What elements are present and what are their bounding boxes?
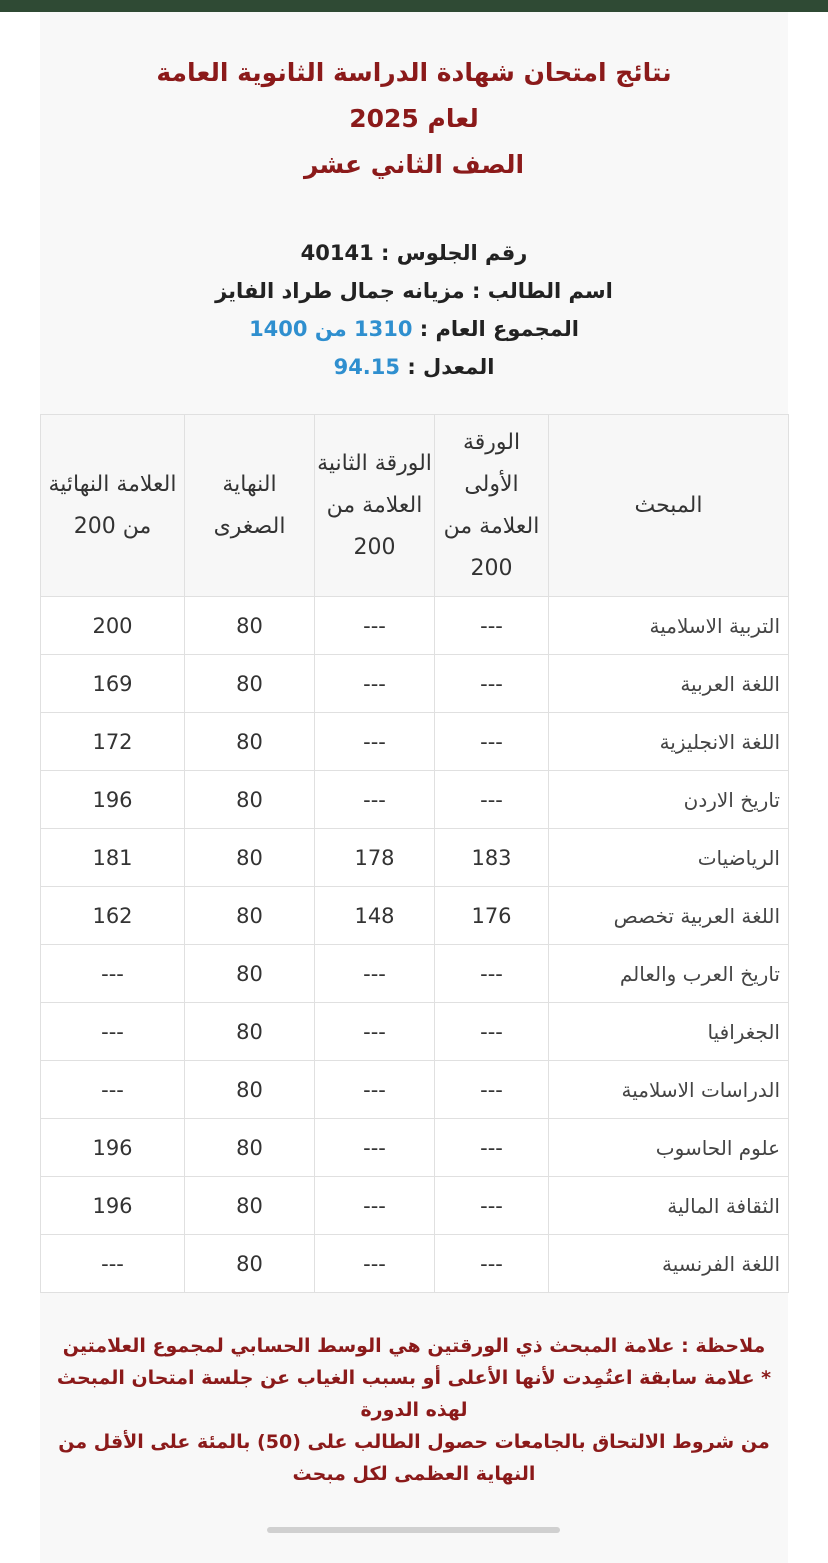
table-row <box>41 771 789 829</box>
header-paper2: الورقة الثانية العلامة من 200 <box>315 415 435 597</box>
table-row <box>41 887 789 945</box>
note-previous-mark: * علامة سابقة اعتُمِدت لأنها الأعلى أو بسبب الغياب عن جلسة امتحان المبحث لهذه الدورة <box>56 1367 772 1421</box>
final-cell: 181 <box>41 829 185 887</box>
final-cell: --- <box>41 1003 185 1061</box>
header-min-mark: النهاية الصغرى <box>185 415 315 597</box>
total-value: 1310 من 1400 <box>249 317 413 341</box>
top-bar <box>0 0 828 12</box>
final-cell: --- <box>41 945 185 1003</box>
header-final-mark: العلامة النهائية من 200 <box>41 415 185 597</box>
subject-cell: اللغة الانجليزية <box>549 713 789 771</box>
final-cell: 169 <box>41 655 185 713</box>
min-cell: 80 <box>185 771 315 829</box>
paper1-cell: --- <box>435 597 549 655</box>
paper1-cell: --- <box>435 771 549 829</box>
paper2-cell: --- <box>315 1177 435 1235</box>
table-row <box>41 1119 789 1177</box>
paper1-cell: 176 <box>435 887 549 945</box>
subject-cell: اللغة الفرنسية <box>549 1235 789 1293</box>
min-cell: 80 <box>185 1235 315 1293</box>
subject-cell: اللغة العربية <box>549 655 789 713</box>
paper2-cell: --- <box>315 1003 435 1061</box>
min-cell: 80 <box>185 829 315 887</box>
average-row <box>40 348 788 386</box>
seat-number: 40141 <box>300 241 374 265</box>
paper1-cell: --- <box>435 945 549 1003</box>
table-row <box>41 945 789 1003</box>
final-cell: --- <box>41 1235 185 1293</box>
min-cell: 80 <box>185 655 315 713</box>
header-paper1: الورقة الأولى العلامة من 200 <box>435 415 549 597</box>
student-name: مزيانه جمال طراد الفايز <box>215 279 465 303</box>
final-cell: 200 <box>41 597 185 655</box>
table-row <box>41 1003 789 1061</box>
title-line-3: الصف الثاني عشر <box>303 150 525 179</box>
paper1-cell: 183 <box>435 829 549 887</box>
student-name-row <box>40 272 788 310</box>
page-title <box>40 12 788 188</box>
final-cell: 196 <box>41 771 185 829</box>
paper2-cell: 178 <box>315 829 435 887</box>
table-row <box>41 1061 789 1119</box>
final-cell: 196 <box>41 1177 185 1235</box>
subject-cell: علوم الحاسوب <box>549 1119 789 1177</box>
title-line-2: لعام 2025 <box>349 104 479 133</box>
min-cell: 80 <box>185 1003 315 1061</box>
name-label: اسم الطالب : <box>464 279 613 303</box>
paper2-cell: --- <box>315 597 435 655</box>
paper2-cell: --- <box>315 771 435 829</box>
paper1-cell: --- <box>435 1003 549 1061</box>
paper2-cell: --- <box>315 1235 435 1293</box>
table-row <box>41 713 789 771</box>
min-cell: 80 <box>185 597 315 655</box>
subject-cell: الدراسات الاسلامية <box>549 1061 789 1119</box>
min-cell: 80 <box>185 1119 315 1177</box>
notes-section <box>40 1330 788 1490</box>
subject-cell: الجغرافيا <box>549 1003 789 1061</box>
paper1-cell: --- <box>435 1177 549 1235</box>
paper2-cell: --- <box>315 655 435 713</box>
header-subject: المبحث <box>549 415 789 597</box>
paper1-cell: --- <box>435 1119 549 1177</box>
table-header-row <box>41 415 789 597</box>
paper1-cell: --- <box>435 713 549 771</box>
final-cell: --- <box>41 1061 185 1119</box>
results-sheet <box>40 12 788 1563</box>
paper2-cell: --- <box>315 1061 435 1119</box>
subject-cell: الرياضيات <box>549 829 789 887</box>
table-row <box>41 655 789 713</box>
paper1-cell: --- <box>435 655 549 713</box>
subject-cell: تاريخ الاردن <box>549 771 789 829</box>
total-label: المجموع العام : <box>412 317 579 341</box>
final-cell: 162 <box>41 887 185 945</box>
home-indicator[interactable] <box>267 1527 560 1533</box>
subject-cell: التربية الاسلامية <box>549 597 789 655</box>
min-cell: 80 <box>185 945 315 1003</box>
seat-label: رقم الجلوس : <box>373 241 528 265</box>
min-cell: 80 <box>185 713 315 771</box>
table-row <box>41 1235 789 1293</box>
table-row <box>41 829 789 887</box>
final-cell: 172 <box>41 713 185 771</box>
subject-cell: تاريخ العرب والعالم <box>549 945 789 1003</box>
paper2-cell: --- <box>315 713 435 771</box>
grades-table <box>40 414 789 1293</box>
final-cell: 196 <box>41 1119 185 1177</box>
paper2-cell: --- <box>315 1119 435 1177</box>
min-cell: 80 <box>185 1177 315 1235</box>
paper1-cell: --- <box>435 1235 549 1293</box>
note-two-papers: ملاحظة : علامة المبحث ذي الورقتين هي الوسط الحسابي لمجموع العلامتين <box>62 1335 766 1357</box>
table-row <box>41 597 789 655</box>
title-line-1: نتائج امتحان شهادة الدراسة الثانوية العامة <box>156 58 672 87</box>
table-row <box>41 1177 789 1235</box>
total-row <box>40 310 788 348</box>
average-label: المعدل : <box>400 355 495 379</box>
paper1-cell: --- <box>435 1061 549 1119</box>
note-university-admission: من شروط الالتحاق بالجامعات حصول الطالب على (50) بالمئة على الأقل من النهاية العظمى لكل مبحث <box>58 1431 770 1485</box>
average-value: 94.15 <box>333 355 401 379</box>
paper2-cell: 148 <box>315 887 435 945</box>
student-info <box>40 234 788 386</box>
seat-number-row <box>40 234 788 272</box>
paper2-cell: --- <box>315 945 435 1003</box>
min-cell: 80 <box>185 1061 315 1119</box>
min-cell: 80 <box>185 887 315 945</box>
subject-cell: اللغة العربية تخصص <box>549 887 789 945</box>
subject-cell: الثقافة المالية <box>549 1177 789 1235</box>
